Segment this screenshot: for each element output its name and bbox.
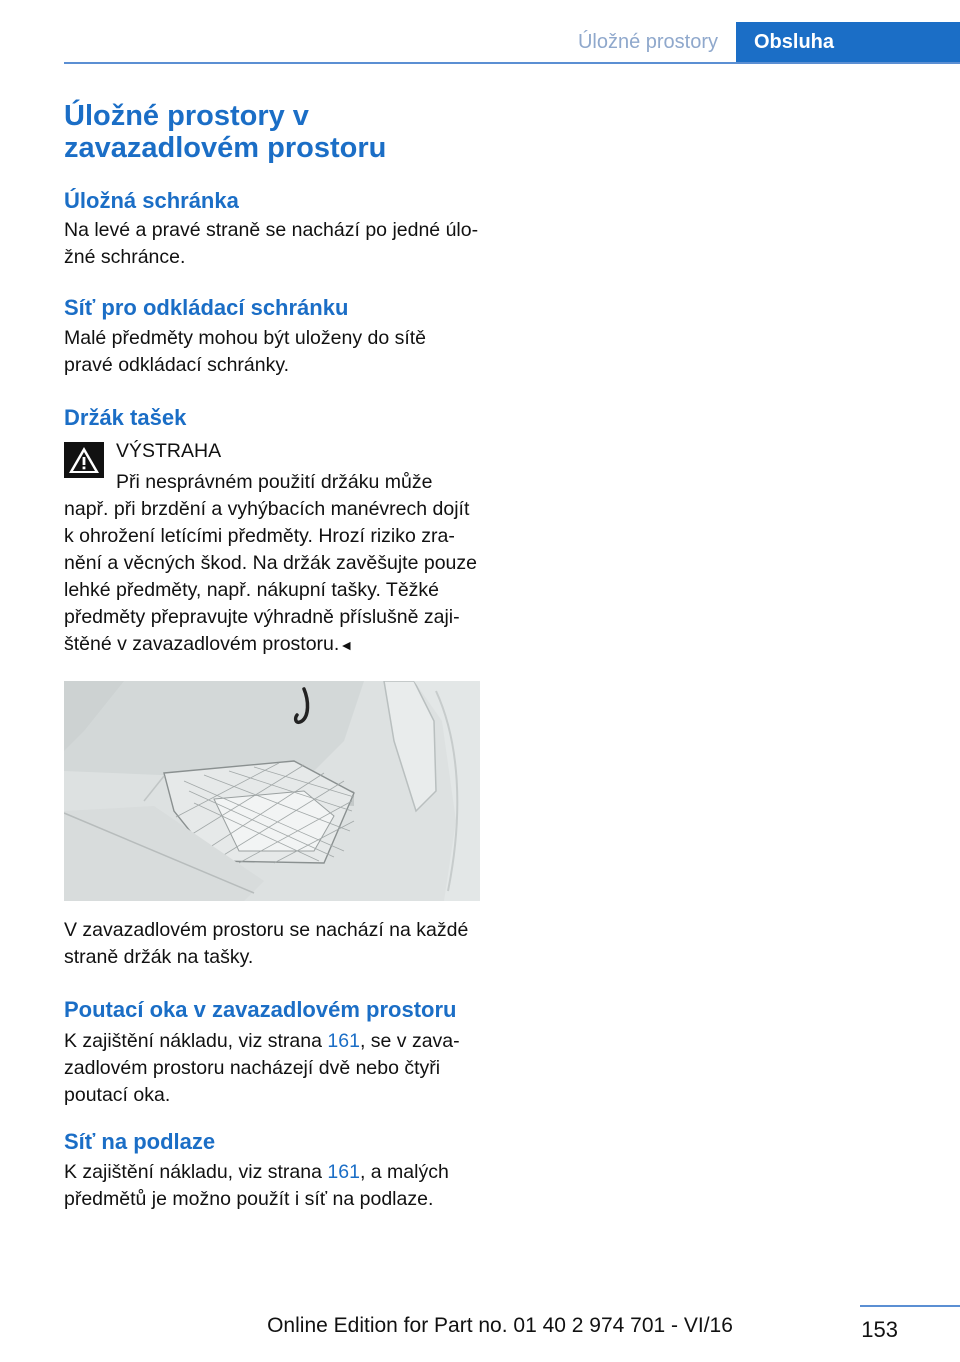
page-reference-link[interactable]: 161: [327, 1030, 360, 1052]
text-line: pravé odkládací schránky.: [64, 354, 290, 376]
section-heading: Úložná schránka: [64, 188, 239, 213]
text-line: zadlovém prostoru nacházejí dvě nebo čtyři: [64, 1057, 441, 1079]
header-divider: [64, 62, 960, 64]
warning-text-line: Při nesprávném použití držáku může: [116, 471, 433, 493]
text-fragment: K zajištění nákladu, viz strana: [64, 1030, 328, 1052]
section-text: [64, 1159, 480, 1213]
warning-text-line: např. při brzdění a vyhýbacích manévrech dojít: [64, 498, 470, 520]
section-lashing-eyes: [64, 997, 480, 1109]
bag-holder-illustration: [64, 681, 480, 901]
section-storage-net: [64, 295, 480, 379]
section-heading: Držák tašek: [64, 405, 187, 430]
header-section-tab[interactable]: Úložné prostory: [577, 31, 718, 53]
end-mark: ◄: [339, 637, 354, 653]
edition-note: Online Edition for Part no. 01 40 2 974 701 - VI/16: [267, 1314, 733, 1337]
warning-text: [64, 496, 480, 659]
warning-block: [64, 438, 480, 659]
caption-line: V zavazadlovém prostoru se nachází na každé: [64, 919, 469, 941]
header-tabs: [560, 22, 960, 62]
page-number: 153: [861, 1317, 898, 1342]
warning-title: VÝSTRAHA: [116, 440, 222, 462]
figure-caption: [64, 917, 480, 971]
text-line: Na levé a pravé straně se nachází po jedné úlo‐: [64, 219, 479, 241]
text-fragment: , a malých: [359, 1161, 449, 1183]
page-title-line1: Úložné prostory v: [64, 100, 309, 132]
section-storage-box: [64, 188, 480, 271]
section-floor-net: [64, 1129, 480, 1213]
text-fragment: K zajištění nákladu, viz strana: [64, 1161, 328, 1183]
section-text: [64, 1028, 480, 1109]
warning-text-line: lehké předměty, např. nákupní tašky. Těžké: [64, 579, 440, 601]
section-bag-holder: [64, 405, 480, 971]
page-content: [64, 100, 480, 1213]
page-reference-link[interactable]: 161: [327, 1161, 360, 1183]
warning-text-line: předměty přepravujte výhradně příslušně zaji‐: [64, 606, 460, 628]
page-title: [64, 100, 480, 164]
section-heading: Síť na podlaze: [64, 1129, 216, 1154]
warning-text-line: k ohrožení letícími předměty. Hrozí riziko zra‐: [64, 525, 455, 547]
warning-triangle-icon: [64, 442, 104, 478]
section-text: [64, 217, 480, 271]
text-fragment: , se v zava‐: [359, 1030, 460, 1052]
warning-text-line: štěné v zavazadlovém prostoru.: [64, 633, 340, 655]
text-line: poutací oka.: [64, 1084, 171, 1106]
footer-divider: [860, 1305, 960, 1307]
section-heading: Poutací oka v zavazadlovém prostoru: [64, 997, 457, 1022]
text-line: Malé předměty mohou být uloženy do sítě: [64, 327, 427, 349]
text-line: předmětů je možno použít i síť na podlaze.: [64, 1188, 434, 1210]
page-title-line2: zavazadlovém prostoru: [64, 132, 387, 164]
caption-line: straně držák na tašky.: [64, 946, 254, 968]
section-heading: Síť pro odkládací schránku: [64, 295, 349, 320]
warning-text-line: nění a věcných škod. Na držák zavěšujte pouze: [64, 552, 477, 574]
section-text: [64, 325, 480, 379]
text-line: žné schránce.: [64, 246, 186, 268]
header-chapter-tab[interactable]: Obsluha: [736, 22, 960, 62]
